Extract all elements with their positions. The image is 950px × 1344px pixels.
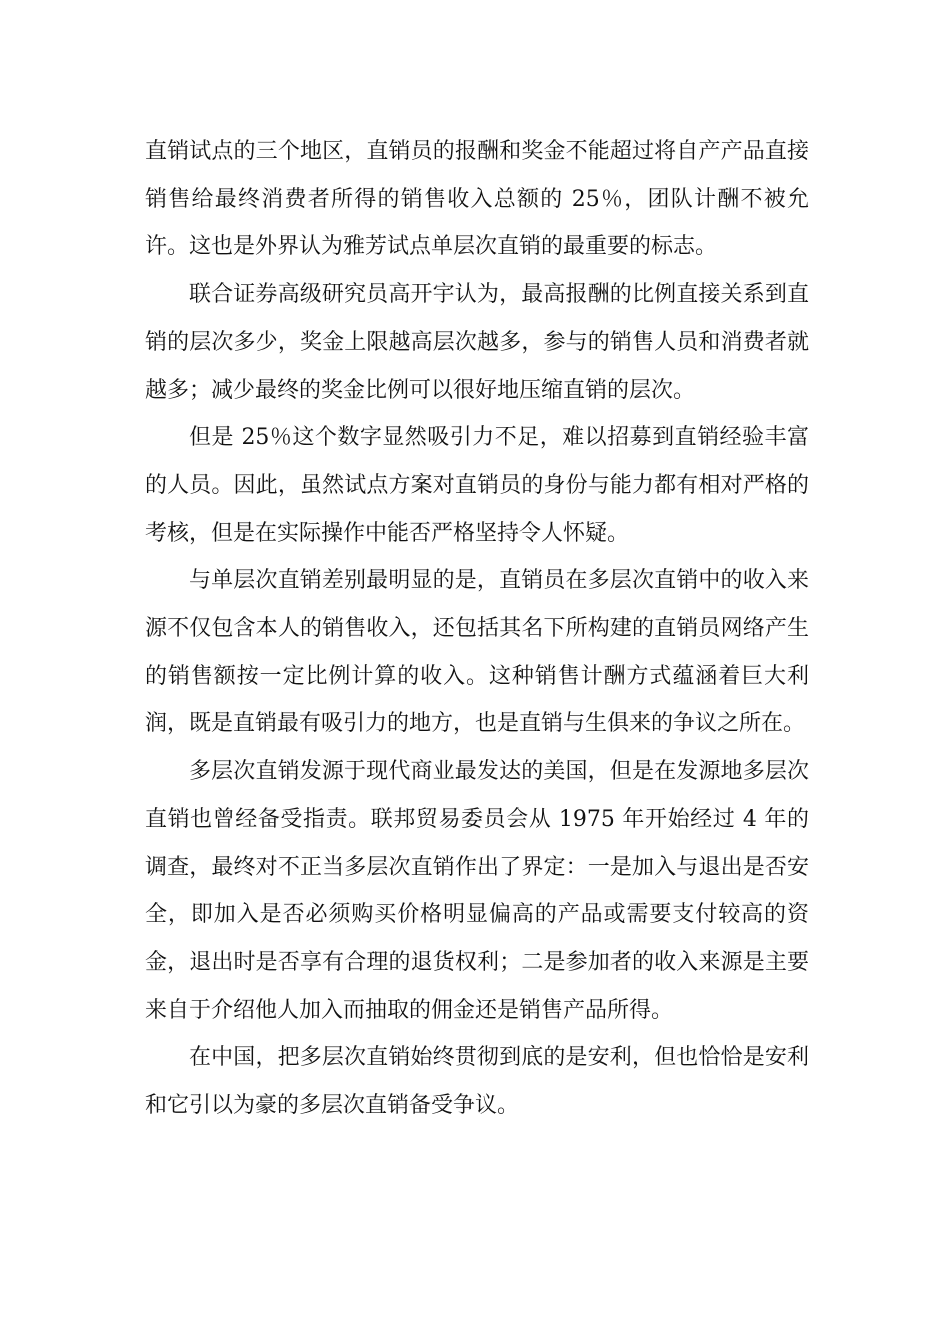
document-body bbox=[145, 128, 809, 1130]
paragraph-5: 多层次直销发源于现代商业最发达的美国，但是在发源地多层次直销也曾经备受指责。联邦贸易委员会从 1975 年开始经过 4 年的调查，最终对不正当多层次直销作出了界定：一是加入与退出是否安全，即加入是否必须购买价格明显偏高的产品或需要支付较高的资金，退出时是否享有合理的退货权利；二是参加者的收入来源是主要来自于介绍他人加入而抽取的佣金还是销售产品所得。 bbox=[145, 759, 809, 1023]
paragraph-3: 但是 25％这个数字显然吸引力不足，难以招募到直销经验丰富的人员。因此，虽然试点方案对直销员的身份与能力都有相对严格的考核，但是在实际操作中能否严格坚持令人怀疑。 bbox=[145, 425, 809, 546]
paragraph-6: 在中国，把多层次直销始终贯彻到底的是安利，但也恰恰是安利和它引以为豪的多层次直销备受争议。 bbox=[145, 1045, 809, 1119]
paragraph-4: 与单层次直销差别最明显的是，直销员在多层次直销中的收入来源不仅包含本人的销售收入，还包括其名下所构建的直销员网络产生的销售额按一定比例计算的收入。这种销售计酬方式蕴涵着巨大利润，既是直销最有吸引力的地方，也是直销与生俱来的争议之所在。 bbox=[145, 568, 809, 737]
paragraph-1: 直销试点的三个地区，直销员的报酬和奖金不能超过将自产产品直接销售给最终消费者所得的销售收入总额的 25％，团队计酬不被允许。这也是外界认为雅芳试点单层次直销的最重要的标志。 bbox=[145, 139, 809, 260]
paragraph-2: 联合证券高级研究员高开宇认为，最高报酬的比例直接关系到直销的层次多少，奖金上限越高层次越多，参与的销售人员和消费者就越多；减少最终的奖金比例可以很好地压缩直销的层次。 bbox=[145, 282, 809, 403]
